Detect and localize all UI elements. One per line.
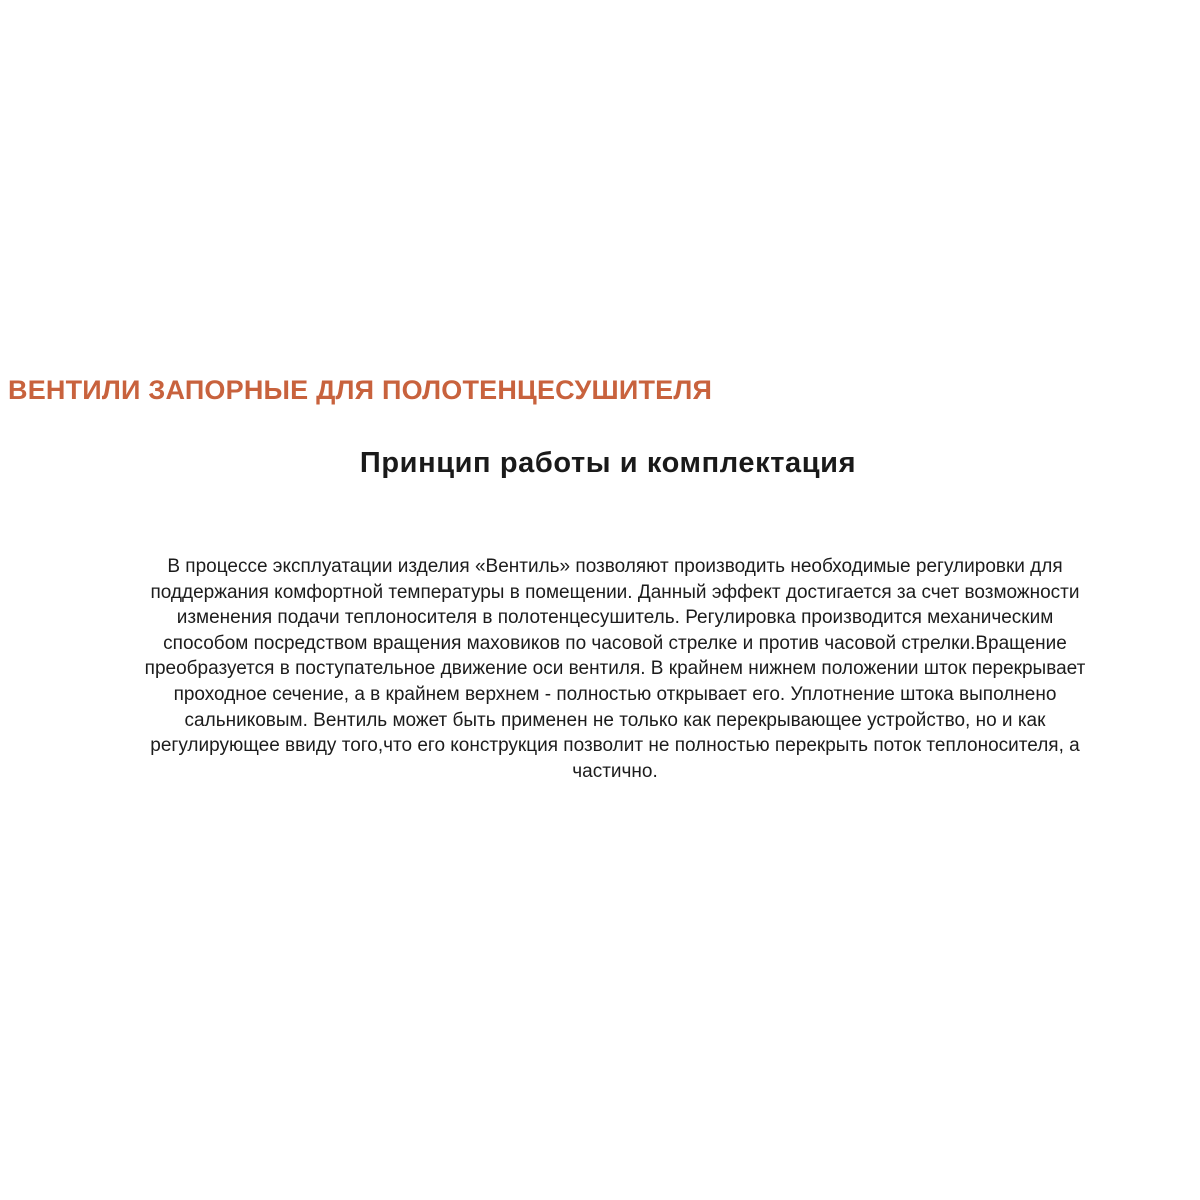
paragraph-line: способом посредством вращения маховиков по часовой стрелке и против часовой стрелки.Вращение <box>163 632 1067 654</box>
section-heading: Принцип работы и комплектация <box>359 447 857 479</box>
page-title: ВЕНТИЛИ ЗАПОРНЫЕ ДЛЯ ПОЛОТЕНЦЕСУШИТЕЛЯ <box>8 375 713 405</box>
paragraph-line: изменения подачи теплоносителя в полотенцесушитель. Регулировка производится механическим <box>176 607 1054 629</box>
paragraph-line: частично. <box>572 760 658 782</box>
paragraph-line: проходное сечение, а в крайнем верхнем - полностью открывает его. Уплотнение штока выполнено <box>173 683 1057 705</box>
paragraph-line: сальниковым. Вентиль может быть применен не только как перекрывающее устройство, но и как <box>184 709 1046 731</box>
description-paragraph <box>40 554 1190 784</box>
paragraph-line: регулирующее ввиду того,что его конструкция позволит не полностью перекрыть поток теплоносителя, а <box>150 735 1080 757</box>
paragraph-line: В процессе эксплуатации изделия «Вентиль» позволяют производить необходимые регулировки для <box>167 556 1063 577</box>
paragraph-line: преобразуется в поступательное движение оси вентиля. В крайнем нижнем положении шток перекрывает <box>144 658 1086 680</box>
paragraph-line: поддержания комфортной температуры в помещении. Данный эффект достигается за счет возможности <box>150 581 1080 603</box>
